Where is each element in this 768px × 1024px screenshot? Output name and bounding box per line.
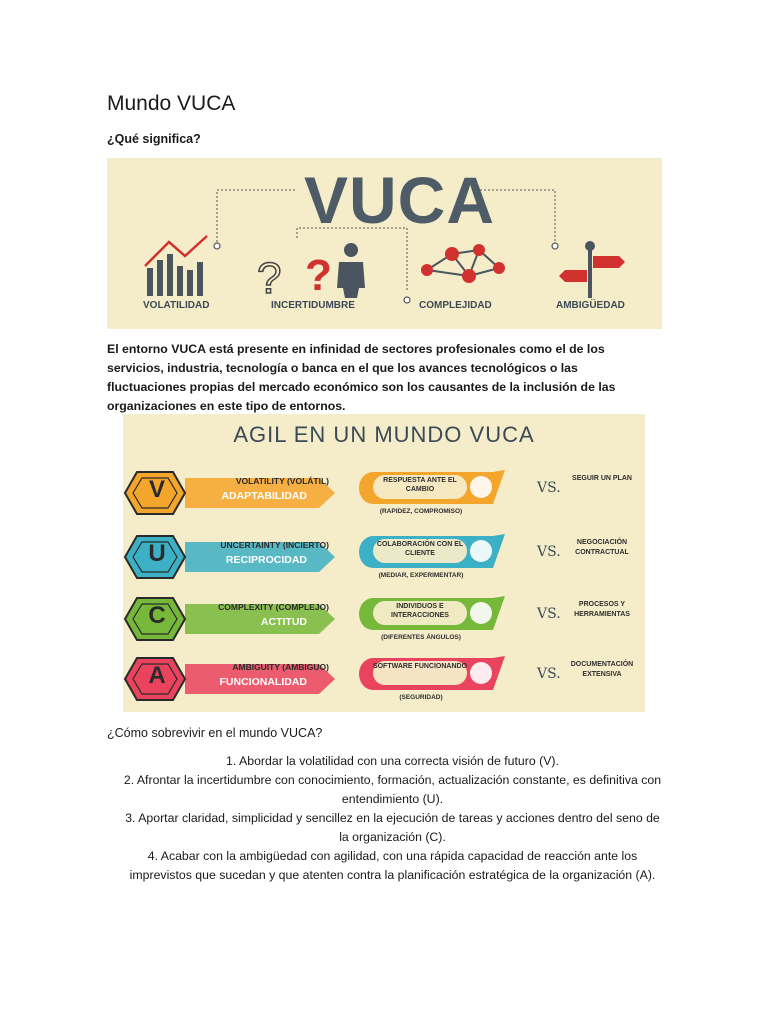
handshake-icon: [470, 540, 492, 562]
svg-text:?: ?: [257, 254, 282, 303]
row-sub-label: (SEGURIDAD): [399, 694, 443, 701]
page-title: Mundo VUCA: [107, 92, 236, 115]
row-pill-label: SOFTWARE FUNCIONANDO: [372, 663, 468, 670]
row-right-label: DOCUMENTACIÓN EXTENSIVA: [570, 661, 634, 678]
row-sub-label: (RAPIDEZ, COMPROMISO): [379, 508, 463, 515]
bar-chart-icon: [145, 236, 207, 296]
row-spanish-label: FUNCIONALIDAD: [219, 676, 307, 688]
label-ambiguedad: AMBIGÜEDAD: [556, 300, 625, 311]
row-english-label: AMBIGUITY (AMBIGUO): [232, 662, 329, 672]
gears-icon: [470, 662, 492, 684]
lightbulb-icon: [470, 476, 492, 498]
row-english-label: UNCERTAINTY (INCIERTO): [220, 540, 329, 550]
vuca-row: [123, 654, 645, 706]
signpost-icon: [559, 241, 625, 298]
vuca-row: [123, 532, 645, 584]
label-volatilidad: VOLATILIDAD: [143, 300, 210, 311]
list-item: 1. Abordar la volatilidad con una correcta visión de futuro (V).: [226, 754, 559, 768]
question-heading: ¿Qué significa?: [107, 132, 201, 146]
question-heading-2: ¿Cómo sobrevivir en el mundo VUCA?: [107, 726, 323, 740]
vs-label: VS.: [537, 544, 561, 560]
row-spanish-label: ACTITUD: [260, 616, 307, 628]
vuca-word: VUCA: [304, 163, 496, 237]
row-sub-label: (MEDIAR, EXPERIMENTAR): [378, 572, 464, 579]
row-letter: U: [148, 540, 166, 567]
row-pill-label: INDIVIDUOS E INTERACCIONES: [391, 603, 449, 619]
survival-list: [120, 752, 665, 885]
row-sub-label: (DIFERENTES ÁNGULOS): [381, 634, 461, 641]
row-spanish-label: ADAPTABILIDAD: [221, 490, 307, 502]
list-item: 4. Acabar con la ambigüedad con agilidad, con una rápida capacidad de reacción ante los imprevistos que sucedan y que atenten contra la planificación estratégica de la organización (A).: [129, 849, 656, 882]
vs-label: VS.: [537, 606, 561, 622]
row-right-label: PROCESOS Y HERRAMIENTAS: [574, 601, 630, 618]
row-letter: V: [148, 476, 165, 503]
row-english-label: VOLATILITY (VOLÁTIL): [235, 476, 329, 486]
vuca-infographic: [107, 158, 662, 329]
row-pill-label: COLABORACIÓN CON EL CLIENTE: [376, 541, 464, 557]
row-pill-label: RESPUESTA ANTE EL CAMBIO: [383, 477, 457, 493]
row-right-label: NEGOCIACIÓN CONTRACTUAL: [575, 539, 629, 556]
row-english-label: COMPLEXITY (COMPLEJO): [218, 602, 329, 612]
network-icon: [427, 250, 499, 276]
people-icon: [470, 602, 492, 624]
agil-infographic: [123, 414, 645, 712]
svg-text:?: ?: [305, 251, 332, 300]
label-complejidad: COMPLEJIDAD: [419, 300, 492, 311]
vuca-row: [123, 468, 645, 520]
row-letter: A: [148, 662, 166, 689]
label-incertidumbre: INCERTIDUMBRE: [271, 300, 355, 311]
list-item: 2. Afrontar la incertidumbre con conocimiento, formación, actualización constante, es definitiva con entendimiento (U).: [123, 773, 662, 806]
row-right-label: SEGUIR UN PLAN: [572, 475, 632, 482]
agil-title: AGIL EN UN MUNDO VUCA: [233, 422, 535, 447]
vs-label: VS.: [537, 666, 561, 682]
vs-label: VS.: [537, 480, 561, 496]
row-spanish-label: RECIPROCIDAD: [225, 554, 307, 566]
row-letter: C: [148, 602, 166, 629]
body-paragraph: El entorno VUCA está presente en infinidad de sectores profesionales como el de los servicios, industria, tecnología o banca en el que los avances tecnológicos o las fluctuaciones propias del mercado económico son los causantes de la inclusión de las organizaciones en este tipo de entornos.: [107, 342, 616, 413]
question-person-icon: [257, 243, 365, 303]
vuca-row: [123, 594, 645, 646]
list-item: 3. Aportar claridad, simplicidad y sencillez en la ejecución de tareas y acciones dentro del seno de la organización (C).: [125, 811, 660, 844]
